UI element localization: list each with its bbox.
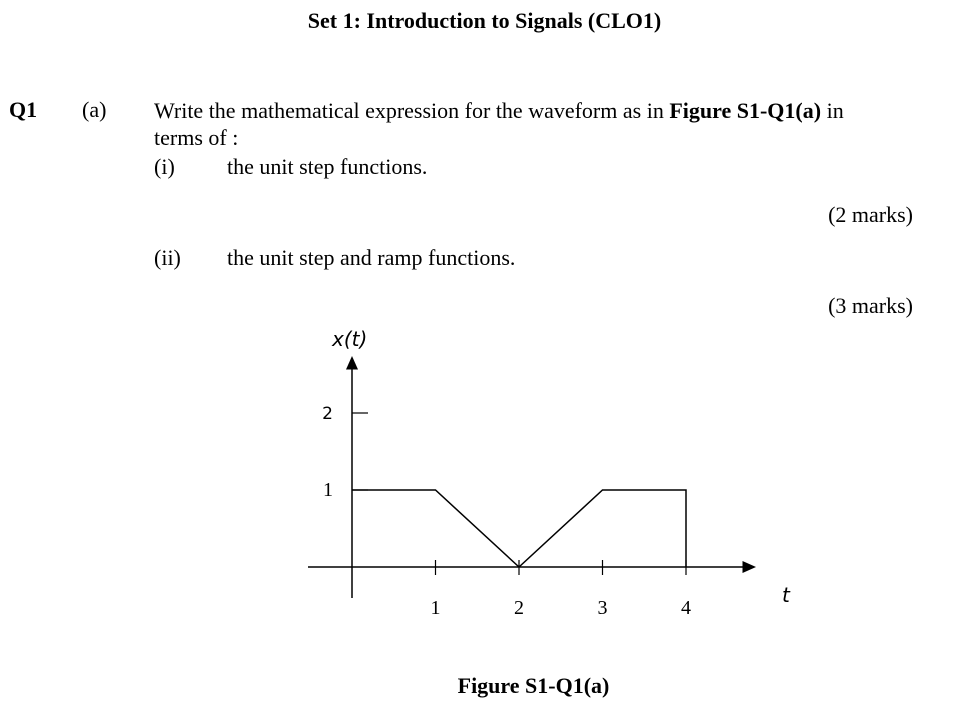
sub-i-marks: (2 marks) [828, 202, 913, 227]
sub-i-label: (i) [154, 154, 175, 179]
y-axis-label: x(t) [332, 327, 368, 351]
y-tick-label: 2 [322, 404, 333, 424]
x-tick-label: 2 [514, 597, 524, 619]
question-text-post: in [821, 98, 844, 123]
sub-ii-marks: (3 marks) [828, 293, 913, 318]
x-tick-label: 4 [681, 597, 691, 619]
question-part: (a) [82, 97, 107, 122]
page-title: Set 1: Introduction to Signals (CLO1) [307, 8, 662, 33]
y-tick-label: 1 [323, 479, 333, 501]
x-axis-label: t [782, 583, 790, 607]
waveform-line [352, 490, 686, 567]
question-text-pre: Write the mathematical expression for the waveform as in [154, 98, 670, 123]
x-tick-label: 1 [430, 597, 441, 619]
question-text-line2: terms of : [154, 125, 239, 150]
sub-ii-text: the unit step and ramp functions. [227, 245, 516, 270]
sub-i-text: the unit step functions. [227, 154, 428, 179]
x-tick-label: 3 [597, 597, 608, 619]
sub-ii-label: (ii) [154, 245, 181, 270]
figure-caption: Figure S1-Q1(a) [457, 673, 610, 698]
question-number: Q1 [9, 97, 38, 122]
figure-reference: Figure S1-Q1(a) [669, 98, 822, 123]
